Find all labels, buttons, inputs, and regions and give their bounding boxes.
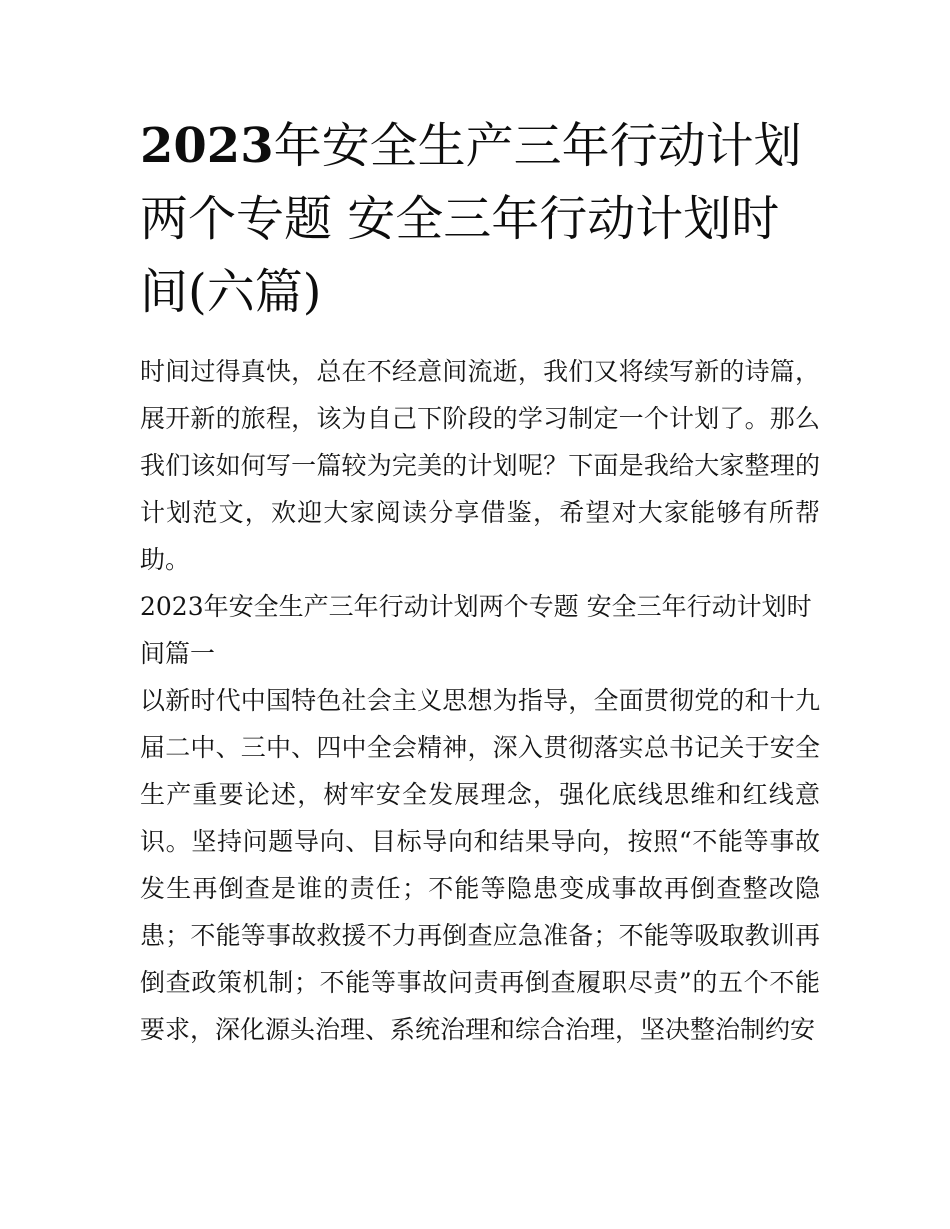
title-year: 2023 xyxy=(140,118,274,174)
section-heading: 2023年安全生产三年行动计划两个专题 安全三年行动计划时间篇一 xyxy=(140,592,812,668)
section-body-paragraph: 以新时代中国特色社会主义思想为指导，全面贯彻党的和十九届二中、三中、四中全会精神，深入贯彻落实总书记关于安全生产重要论述，树牢安全发展理念，强化底线思维和红线意识。坚持问题导向、目标导向和结果导向，按照“不能等事故发生再倒查是谁的责任；不能等隐患变成事故再倒查整改隐患；不能等事故救援不力再倒查应急准备；不能等吸取教训再倒查政策机制；不能等事故问责再倒查履职尽责”的五个不能要求，深化源头治理、系统治理和综合治理，坚决整治制约安 xyxy=(140,686,820,1044)
document-title xyxy=(140,110,820,329)
intro-paragraph: 时间过得真快，总在不经意间流逝，我们又将续写新的诗篇，展开新的旅程，该为自己下阶段的学习制定一个计划了。那么我们该如何写一篇较为完美的计划呢？下面是我给大家整理的计划范文，欢迎大家阅读分享借鉴，希望对大家能够有所帮助。 xyxy=(140,357,820,574)
document-content xyxy=(140,110,820,1053)
title-text: 年安全生产三年行动计划两个专题 安全三年行动计划时间(六篇) xyxy=(140,118,802,320)
